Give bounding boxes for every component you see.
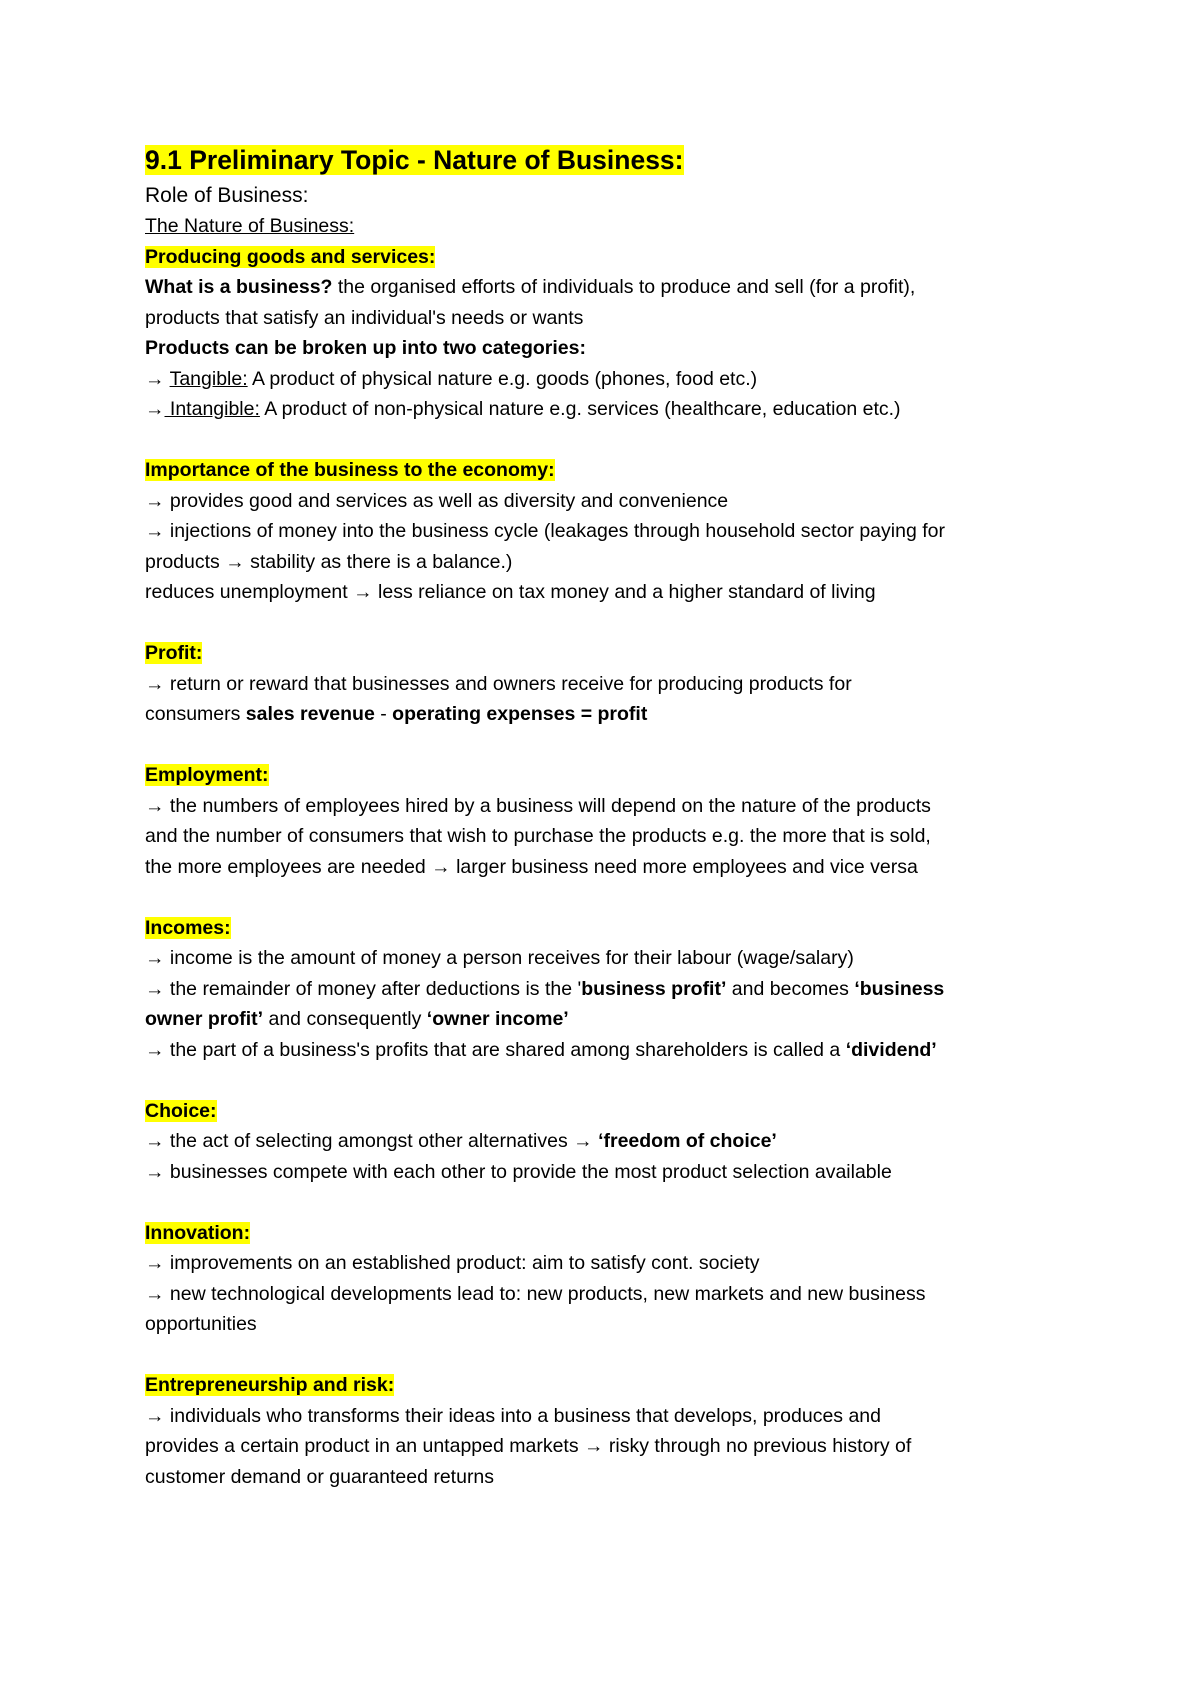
choice-heading: Choice: xyxy=(145,1099,217,1122)
page-title: 9.1 Preliminary Topic - Nature of Business: xyxy=(145,145,684,175)
profit-formula-line: consumers sales revenue - operating expenses = profit xyxy=(145,703,648,725)
subtitle: Role of Business: xyxy=(145,184,309,207)
incomes-line: owner profit’ and consequently ‘owner income’ xyxy=(145,1008,569,1030)
spacer xyxy=(145,1187,1080,1218)
innovation-line: → improvements on an established product: aim to satisfy cont. society xyxy=(145,1252,760,1274)
entrepreneurship-line: → individuals who transforms their ideas into a business that develops, produces and xyxy=(145,1404,881,1427)
spacer xyxy=(145,1065,1080,1096)
spacer xyxy=(145,608,1080,639)
entrepreneurship-heading: Entrepreneurship and risk: xyxy=(145,1374,395,1396)
spacer xyxy=(145,882,1080,913)
business-definition-cont: products that satisfy an individual's needs or wants xyxy=(145,306,584,329)
employment-line: and the number of consumers that wish to purchase the products e.g. the more that is sold, xyxy=(145,825,931,847)
employment-heading: Employment: xyxy=(145,764,269,786)
importance-line: products → stability as there is a balance.) xyxy=(145,550,513,573)
choice-line: → businesses compete with each other to provide the most product selection available xyxy=(145,1160,892,1183)
producing-heading: Producing goods and services: xyxy=(145,245,436,268)
nature-heading: The Nature of Business: xyxy=(145,215,355,237)
choice-line: → the act of selecting amongst other alternatives → ‘freedom of choice’ xyxy=(145,1130,777,1152)
categories-heading: Products can be broken up into two categories: xyxy=(145,337,586,359)
spacer xyxy=(145,1340,1080,1371)
incomes-line: → the remainder of money after deductions is the 'business profit’ and becomes ‘business xyxy=(145,977,945,1000)
incomes-line: → the part of a business's profits that are shared among shareholders is called a ‘dividend’ xyxy=(145,1038,937,1061)
business-definition: What is a business? the organised efforts of individuals to produce and sell (for a profit), xyxy=(145,276,916,298)
incomes-heading: Incomes: xyxy=(145,916,231,939)
incomes-line: → income is the amount of money a person receives for their labour (wage/salary) xyxy=(145,947,854,969)
importance-line: → injections of money into the business cycle (leakages through household sector paying for xyxy=(145,520,945,542)
entrepreneurship-line: customer demand or guaranteed returns xyxy=(145,1465,495,1488)
tangible-line: → Tangible: A product of physical nature e.g. goods (phones, food etc.) xyxy=(145,367,758,390)
intangible-line: → Intangible: A product of non-physical nature e.g. services (healthcare, education etc.) xyxy=(145,398,901,420)
innovation-heading: Innovation: xyxy=(145,1221,251,1244)
profit-line: → return or reward that businesses and owners receive for producing products for xyxy=(145,672,852,695)
spacer xyxy=(145,730,1080,761)
entrepreneurship-line: provides a certain product in an untapped markets → risky through no previous history of xyxy=(145,1435,912,1457)
importance-line: reduces unemployment → less reliance on tax money and a higher standard of living xyxy=(145,581,876,603)
importance-line: → provides good and services as well as diversity and convenience xyxy=(145,489,729,512)
spacer xyxy=(145,425,1080,456)
innovation-line: → new technological developments lead to: new products, new markets and new business xyxy=(145,1282,926,1305)
employment-line: the more employees are needed → larger business need more employees and vice versa xyxy=(145,855,918,878)
profit-heading: Profit: xyxy=(145,642,203,664)
innovation-line: opportunities xyxy=(145,1313,257,1335)
employment-line: → the numbers of employees hired by a business will depend on the nature of the products xyxy=(145,794,931,817)
importance-heading: Importance of the business to the economy: xyxy=(145,459,555,481)
